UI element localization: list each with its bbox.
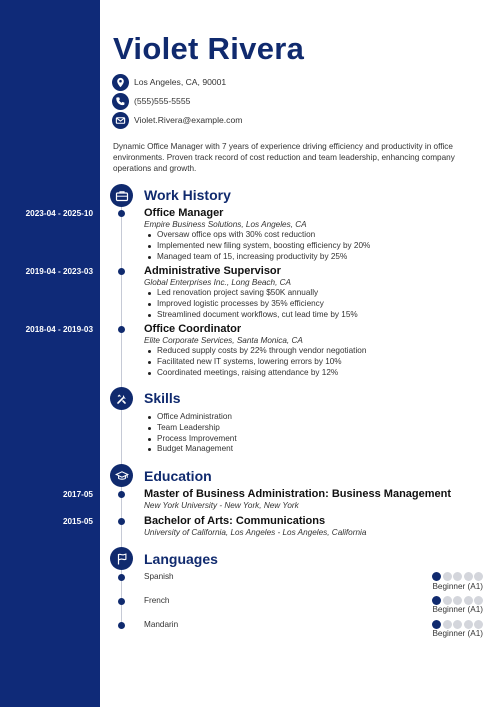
job-bullets bbox=[144, 230, 370, 262]
skills-list bbox=[144, 412, 237, 455]
timeline-dot bbox=[118, 622, 125, 629]
rating-dot-empty bbox=[474, 620, 483, 629]
language-name: French bbox=[144, 596, 170, 605]
job-company: Global Enterprises Inc., Long Beach, CA bbox=[144, 278, 291, 287]
contact-address-text: Los Angeles, CA, 90001 bbox=[134, 77, 227, 87]
skill-item: Office Administration bbox=[144, 412, 237, 423]
language-rating bbox=[432, 572, 483, 581]
job-title: Administrative Supervisor bbox=[144, 265, 281, 277]
timeline-dot bbox=[118, 268, 125, 275]
rating-dot-empty bbox=[464, 572, 473, 581]
timeline-dot bbox=[118, 518, 125, 525]
job-bullet: Improved logistic processes by 35% efficiency bbox=[144, 299, 358, 310]
language-name: Mandarin bbox=[144, 620, 179, 629]
timeline-dot bbox=[118, 574, 125, 581]
job-title: Office Manager bbox=[144, 207, 224, 219]
language-level: Beginner (A1) bbox=[432, 629, 483, 638]
job-company: Empire Business Solutions, Los Angeles, CA bbox=[144, 220, 307, 229]
section-title-work-history: Work History bbox=[144, 187, 231, 203]
skill-item: Budget Management bbox=[144, 444, 237, 455]
job-bullet: Implemented new filing system, boosting efficiency by 20% bbox=[144, 241, 370, 252]
education-school: New York University - New York, New York bbox=[144, 501, 299, 510]
job-bullet: Streamlined document workflows, cut lead time by 15% bbox=[144, 310, 358, 321]
job-bullet: Facilitated new IT systems, lowering errors by 10% bbox=[144, 357, 366, 368]
language-level: Beginner (A1) bbox=[432, 605, 483, 614]
job-bullet: Reduced supply costs by 22% through vendor negotiation bbox=[144, 346, 366, 357]
job-company: Elite Corporate Services, Santa Monica, CA bbox=[144, 336, 303, 345]
location-pin-icon bbox=[112, 74, 129, 91]
job-title: Office Coordinator bbox=[144, 323, 242, 335]
contact-email bbox=[112, 111, 242, 129]
education-date: 2017-05 bbox=[62, 490, 93, 499]
rating-dot-empty bbox=[443, 596, 452, 605]
skill-item: Team Leadership bbox=[144, 423, 237, 434]
professional-summary: Dynamic Office Manager with 7 years of experience driving efficiency and productivity in office environments. Proven track record of cost reduction and team leadership, enhancing company operations and growth. bbox=[113, 142, 455, 174]
rating-dot-filled bbox=[432, 596, 441, 605]
envelope-icon bbox=[112, 112, 129, 129]
rating-dot-filled bbox=[432, 572, 441, 581]
job-bullet: Oversaw office ops with 30% cost reduction bbox=[144, 230, 370, 241]
briefcase-icon bbox=[110, 184, 133, 207]
rating-dot-empty bbox=[453, 620, 462, 629]
job-bullet: Coordinated meetings, raising attendance by 12% bbox=[144, 368, 366, 379]
rating-dot-empty bbox=[464, 620, 473, 629]
job-bullet: Led renovation project saving $50K annually bbox=[144, 288, 358, 299]
education-degree: Master of Business Administration: Business Management bbox=[144, 488, 452, 500]
job-bullet: Managed team of 15, increasing productivity by 25% bbox=[144, 252, 370, 263]
job-dates: 2018-04 - 2019-03 bbox=[25, 325, 93, 334]
section-title-skills: Skills bbox=[144, 390, 181, 406]
rating-dot-empty bbox=[443, 620, 452, 629]
rating-dot-empty bbox=[474, 596, 483, 605]
job-bullets bbox=[144, 288, 358, 320]
skill-item: Process Improvement bbox=[144, 434, 237, 445]
phone-icon bbox=[112, 93, 129, 110]
candidate-name: Violet Rivera bbox=[113, 31, 305, 66]
rating-dot-filled bbox=[432, 620, 441, 629]
rating-dot-empty bbox=[474, 572, 483, 581]
section-title-languages: Languages bbox=[144, 551, 218, 567]
tools-icon bbox=[110, 387, 133, 410]
language-level: Beginner (A1) bbox=[432, 582, 483, 591]
education-date: 2015-05 bbox=[62, 517, 93, 526]
timeline-dot bbox=[118, 598, 125, 605]
contact-address bbox=[112, 73, 226, 91]
contact-email-text: Violet.Rivera@example.com bbox=[134, 115, 243, 125]
education-school: University of California, Los Angeles - Los Angeles, California bbox=[144, 528, 367, 537]
contact-phone-text: (555)555-5555 bbox=[134, 96, 191, 106]
education-degree: Bachelor of Arts: Communications bbox=[144, 515, 326, 527]
timeline-dot bbox=[118, 326, 125, 333]
graduation-cap-icon bbox=[110, 464, 133, 487]
language-rating bbox=[432, 596, 483, 605]
sidebar bbox=[0, 0, 100, 707]
contact-phone bbox=[112, 92, 190, 110]
timeline-dot bbox=[118, 210, 125, 217]
job-bullets bbox=[144, 346, 366, 378]
rating-dot-empty bbox=[453, 596, 462, 605]
language-rating bbox=[432, 620, 483, 629]
rating-dot-empty bbox=[443, 572, 452, 581]
section-title-education: Education bbox=[144, 468, 212, 484]
rating-dot-empty bbox=[453, 572, 462, 581]
timeline-dot bbox=[118, 491, 125, 498]
rating-dot-empty bbox=[464, 596, 473, 605]
job-dates: 2019-04 - 2023-03 bbox=[25, 267, 93, 276]
language-name: Spanish bbox=[144, 572, 174, 581]
job-dates: 2023-04 - 2025-10 bbox=[25, 209, 93, 218]
flag-icon bbox=[110, 547, 133, 570]
